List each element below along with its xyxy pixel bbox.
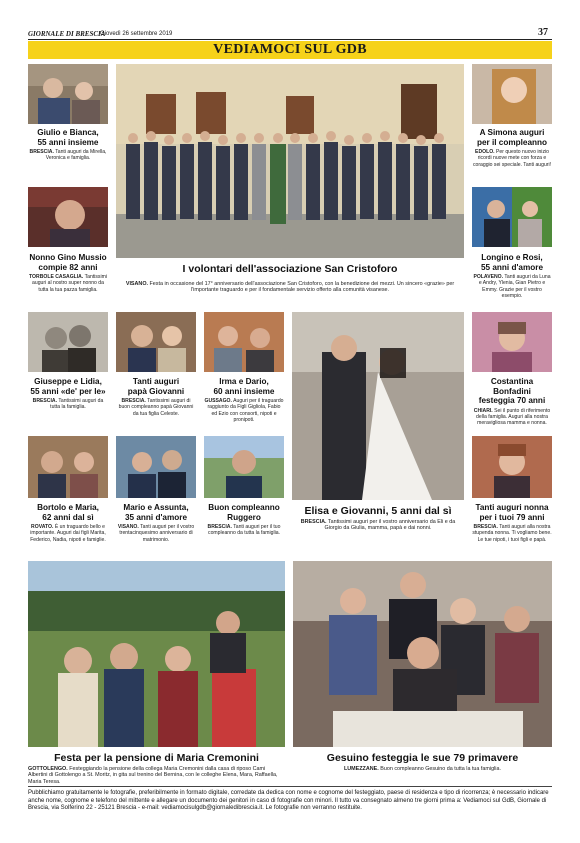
caption-gesuino: Gesuino festeggia le sue 79 primavere LUMEZZANE. Buon compleanno Gesuino da tutta la tua famiglia. (326, 752, 519, 772)
photo-simona (472, 64, 552, 124)
caption-elisa-giovanni: Elisa e Giovanni, 5 anni dal sì BRESCIA. Tantissimi auguri per il vostro anniversario da Eli e da Giorgio da Giulia, mamma, papà e dai nonni. (300, 505, 456, 532)
photo-gino (28, 187, 108, 247)
caption-irma-dario: Irma e Dario, 60 anni insieme GUSSAGO. Auguri per il traguardo raggiunto da Figli Gigliola, Fabio ed Ezio con consorti, nipoti e pronipoti. (204, 377, 284, 423)
footer-instructions: Pubblichiamo gratuitamente le fotografie, preferibilmente in formato digitale, corredate da dedica con nome e cognome del festeggiato, paese di residenza e tipo di ricorrenza; è necessario indicare anche nome, cognome e telefono del mittente e allegare un documento dei genitori in caso di fotografie con minori. Il tutto va consegnato almeno tre giorni prima a: Vediamoci sul GdB, Giornale di Brescia, via Solferino 22 - 25121 Brescia - e-mail: vediamocisulgdb@giornaledibrescia.it. Le fotografie non verranno restituite. (28, 786, 552, 813)
header-rule (28, 39, 552, 40)
caption-longino: Longino e Rosi, 55 anni d'amore POLAVENO. Tanti auguri da Luna e Andry, Ylenia, Gian Pietro e Emmy. Grazie per il vostro esempio. (473, 253, 551, 299)
section-banner: VEDIAMOCI SUL GDB (28, 41, 552, 59)
caption-ruggero: Buon compleanno Ruggero BRESCIA. Tanti auguri per il tuo compleanno da tutta la famiglia. (207, 503, 281, 537)
photo-mario-assunta (116, 436, 196, 498)
photo-giuseppe-lidia (28, 312, 108, 372)
photo-costantina (472, 312, 552, 372)
photo-giulio-bianca (28, 64, 108, 124)
photo-longino (472, 187, 552, 247)
caption-costantina: Costantina Bonfadini festeggia 70 anni CHIARI. Sei il punto di riferimento della famiglia. Auguri alla nostra meravigliosa mamma e nonna. (473, 377, 551, 427)
page-number: 37 (538, 27, 548, 38)
caption-maria-cremonini: Festa per la pensione di Maria Cremonini GOTTOLENGO. Festeggiando la pensione della collega Maria Cremonini dalla casa di riposo Cami Albertini di Gottolengo a St. Moritz, in gita sul trenino del Bernina, con le colleghe Elena, Mara, Raffaella, Maria Teresa. (28, 752, 278, 785)
masthead: GIORNALE DI BRESCIA (28, 30, 106, 38)
caption-simona: A Simona auguri per il compleanno EDOLO. Per questo nuovo inizio ricordi nuove mete con forza e coraggio sei speciale. Tanti auguri! (472, 128, 552, 168)
caption-giulio-bianca: Giulio e Bianca, 55 anni insieme BRESCIA. Tanti auguri da Mirella, Veronica e famiglia. (29, 128, 107, 162)
caption-giuseppe-lidia: Giuseppe e Lidia, 55 anni «de' per le» BRESCIA. Tantissimi auguri da tutta la famiglia. (30, 377, 106, 411)
caption-nonna: Tanti auguri nonna per i tuoi 79 anni BRESCIA. Tanti auguri alla nostra stupenda nonna. Ti vogliamo bene. Le tue nipoti, i tuoi figli e papà. (472, 503, 552, 543)
photo-maria-cremonini (28, 561, 285, 747)
caption-papa-giovanni: Tanti auguri papà Giovanni BRESCIA. Tantissimi auguri di buon compleanno papà Giovanni da tua figlia Celeste. (118, 377, 194, 417)
issue-date: Giovedì 26 settembre 2019 (100, 31, 173, 37)
caption-volontari: I volontari dell'associazione San Cristoforo VISANO. Festa in occasione del 17° anniversario dell'associazione San Cristoforo, con la benedizione dei mezzi. Un sincero «grazie» per l'importante traguardo e per il fondamentale servizio offerto alla comunità visanese. (125, 263, 455, 294)
caption-mario-assunta: Mario e Assunta, 35 anni d'amore VISANO. Tanti auguri per il vostro trentacinquesimo anniversario di matrimonio. (117, 503, 195, 543)
caption-gino: Nonno Gino Mussio compie 82 anni TORBOLE CASAGLIA. Tantissimi auguri al nostro super nonno da tutta la tua pazza famiglia. (29, 253, 107, 293)
caption-bortolo-maria: Bortolo e Maria, 62 anni dal sì ROVATO. È un traguardo bello e importante. Auguri dai figli Marita, Federico, Nadia, nipoti e famiglie. (30, 503, 106, 543)
photo-gesuino (293, 561, 552, 747)
photo-nonna (472, 436, 552, 498)
photo-ruggero (204, 436, 284, 498)
photo-papa-giovanni (116, 312, 196, 372)
photo-volontari (116, 64, 464, 258)
photo-bortolo-maria (28, 436, 108, 498)
photo-irma-dario (204, 312, 284, 372)
photo-elisa-giovanni (292, 312, 464, 500)
